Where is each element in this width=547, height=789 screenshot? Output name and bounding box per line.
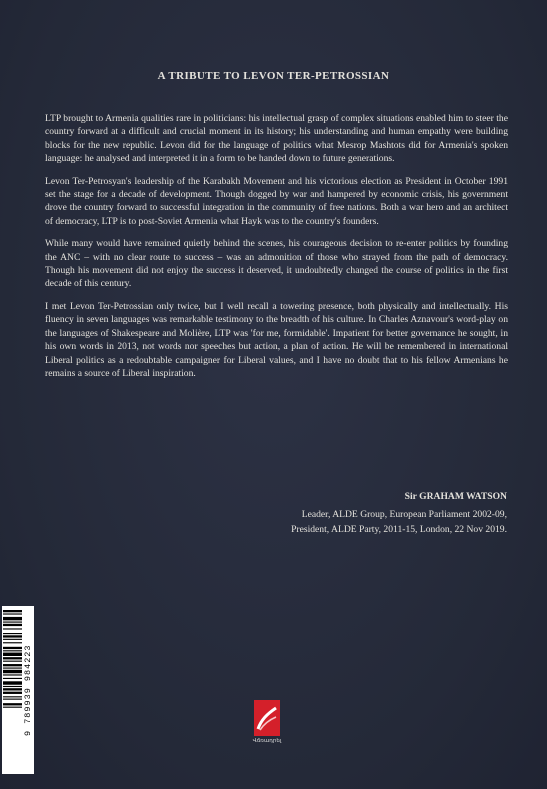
tribute-body <box>45 112 508 389</box>
cover-title: A TRIBUTE TO LEVON TER-PETROSSIAN <box>157 70 390 82</box>
publisher-logo <box>254 700 280 736</box>
affiliation-line: Leader, ALDE Group, European Parliament 2002-09, <box>301 509 507 520</box>
barcode-bars <box>2 606 23 774</box>
affiliation-line: President, ALDE Party, 2011-15, London, 22 Nov 2019. <box>291 523 507 535</box>
isbn-barcode <box>2 606 34 774</box>
paragraph: I met Levon Ter-Petrossian only twice, but I well recall a towering presence, both physically and intellectually. His fluency in seven languages was remarkable testimony to the breadth of his culture. In Charles Aznavour's word-play on the languages of Shakespeare and Molière, LTP was 'for me, formidable'. Impatient for better governance he sought, in his own words in 2013, not words nor speeches but action, a plan of action. He will be remembered in international Liberal politics as a redoubtable campaigner for Liberal values, and I have no doubt that to his fellow Armenians he remains a source of Liberal inspiration. <box>45 300 508 379</box>
paragraph: While many would have remained quietly behind the scenes, his courageous decision to re-enter politics by founding the ANC – with no clear route to success – was an admonition of those who strayed from the path of democracy. Though his movement did not enjoy the success it deserved, it undoubtedly changed the course of politics in the first decade of this century. <box>45 238 508 290</box>
isbn-number: 9 789939 984223 <box>23 606 34 774</box>
paragraph: LTP brought to Armenia qualities rare in politicians: his intellectual grasp of complex situations enabled him to steer the country forward at a difficult and crucial moment in its history; his understanding and human empathy were building blocks for the new republic. Levon did for the language of politics what Mesrop Mashtots did for Armenia's spoken language: he analysed and interpreted it in a form to be handed down to future generations. <box>45 113 508 165</box>
author-affiliation <box>291 508 507 537</box>
author-signature: Sir GRAHAM WATSON <box>404 491 507 502</box>
publisher-name: Վճռադրել <box>252 738 282 744</box>
paragraph: Levon Ter-Petrosyan's leadership of the Karabakh Movement and his victorious election as President in October 1991 set the stage for a decade of development. Though dogged by war and hampered by economic crisis, his government drove the country forward to successful integration in the community of free nations. Both a war hero and an architect of democracy, LTP is to post-Soviet Armenia what Hayk was to the country's founders. <box>45 175 508 227</box>
